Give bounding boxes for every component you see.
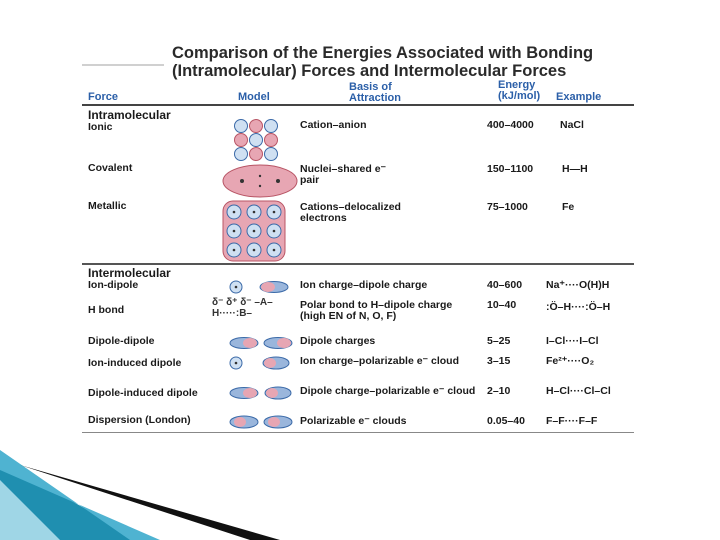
nucleus-dot-icon [233,211,236,214]
basis-ion-dipole: Ion charge–dipole charge [300,279,428,291]
nucleus-dot-icon [233,249,236,252]
nucleus-dot-icon [253,230,256,233]
basis-covalent: Nuclei–shared e⁻ pair [300,163,387,186]
nucleus-dot-icon [273,211,276,214]
energy-ion-dipole: 40–600 [487,279,523,291]
example-dispersion: F–F····F–F [546,415,598,427]
dipole-induced-dipole-model-icon [228,386,298,400]
example-dipole-dipole: I–Cl····I–Cl [546,335,599,347]
force-dipole-dipole: Dipole-dipole [88,335,155,347]
table-header [82,80,634,106]
cation-icon [250,134,263,147]
energy-dipole-dipole: 5–25 [487,335,511,347]
force-dipole-induced-dipole: Dipole-induced dipole [88,387,198,399]
anion-icon [250,120,263,133]
covalent-bond-icon [222,164,298,198]
force-h-bond: H bond [88,304,125,316]
anion-icon [265,134,278,147]
force-covalent: Covalent [88,162,133,174]
h-bond-model-label: δ⁻ δ⁺ δ⁻ –A–H·····:B– [212,297,273,319]
cation-icon [235,120,248,133]
basis-dipole-dipole: Dipole charges [300,335,376,347]
basis-ionic: Cation–anion [300,119,367,131]
energy-dispersion: 0.05–40 [487,415,525,427]
header-model: Model [238,91,270,103]
basis-ion-induced-dipole: Ion charge–polarizable e⁻ cloud [300,355,459,367]
force-dispersion: Dispersion (London) [88,414,191,426]
nucleus-dot-icon [253,249,256,252]
nucleus-dot-icon [273,249,276,252]
title-underline [82,64,164,66]
slide-corner-decoration [0,440,300,540]
example-h-bond: :Ö–H····:Ö–H [546,301,611,313]
example-covalent: H—H [562,163,588,175]
header-energy: Energy (kJ/mol) [498,79,541,102]
section-intramolecular: Intramolecular [88,108,171,122]
header-basis: Basis of Attraction [349,81,401,104]
nucleus-dot-icon [273,230,276,233]
energy-h-bond: 10–40 [487,299,517,311]
basis-metallic: Cations–delocalized electrons [300,201,401,224]
anion-icon [250,148,263,161]
nucleus-dot-icon [253,211,256,214]
energy-ion-induced-dipole: 3–15 [487,355,511,367]
energy-metallic: 75–1000 [487,201,528,213]
example-dipole-induced-dipole: H–Cl····Cl–Cl [546,385,611,397]
ion-induced-dipole-model-icon [228,356,298,370]
section-divider [82,263,634,265]
dispersion-model-icon [228,415,298,429]
metallic-lattice-icon [222,200,286,262]
cation-icon [265,120,278,133]
basis-dispersion: Polarizable e⁻ clouds [300,415,407,427]
section-intermolecular: Intermolecular [88,266,171,280]
header-force: Force [88,91,118,103]
nucleus-dot-icon [233,230,236,233]
header-example: Example [556,91,602,103]
energy-covalent: 150–1100 [487,163,534,175]
dipole-dipole-model-icon [228,336,298,350]
ionic-lattice-icon [232,118,282,162]
basis-h-bond: Polar bond to H–dipole charge (high EN of N, O, F) [300,299,453,322]
table-bottom-rule [82,432,634,433]
page-title [172,44,642,80]
force-ionic: Ionic [88,121,113,133]
basis-dipole-induced-dipole: Dipole charge–polarizable e⁻ cloud [300,385,476,397]
energy-dipole-induced-dipole: 2–10 [487,385,511,397]
cation-icon [235,148,248,161]
force-ion-induced-dipole: Ion-induced dipole [88,357,182,369]
energy-ionic: 400–4000 [487,119,534,131]
title-line-1: Comparison of the Energies Associated with Bonding [172,44,594,62]
example-ion-dipole: Na⁺····O(H)H [546,279,610,291]
example-metallic: Fe [562,201,575,213]
example-ionic: NaCl [560,119,584,131]
ion-dipole-model-icon [228,280,298,294]
example-ion-induced-dipole: Fe²⁺····O₂ [546,355,595,367]
cation-icon [265,148,278,161]
title-line-2: (Intramolecular) Forces and Intermolecular Forces [172,62,567,80]
force-metallic: Metallic [88,200,127,212]
anion-icon [235,134,248,147]
force-ion-dipole: Ion-dipole [88,279,139,291]
